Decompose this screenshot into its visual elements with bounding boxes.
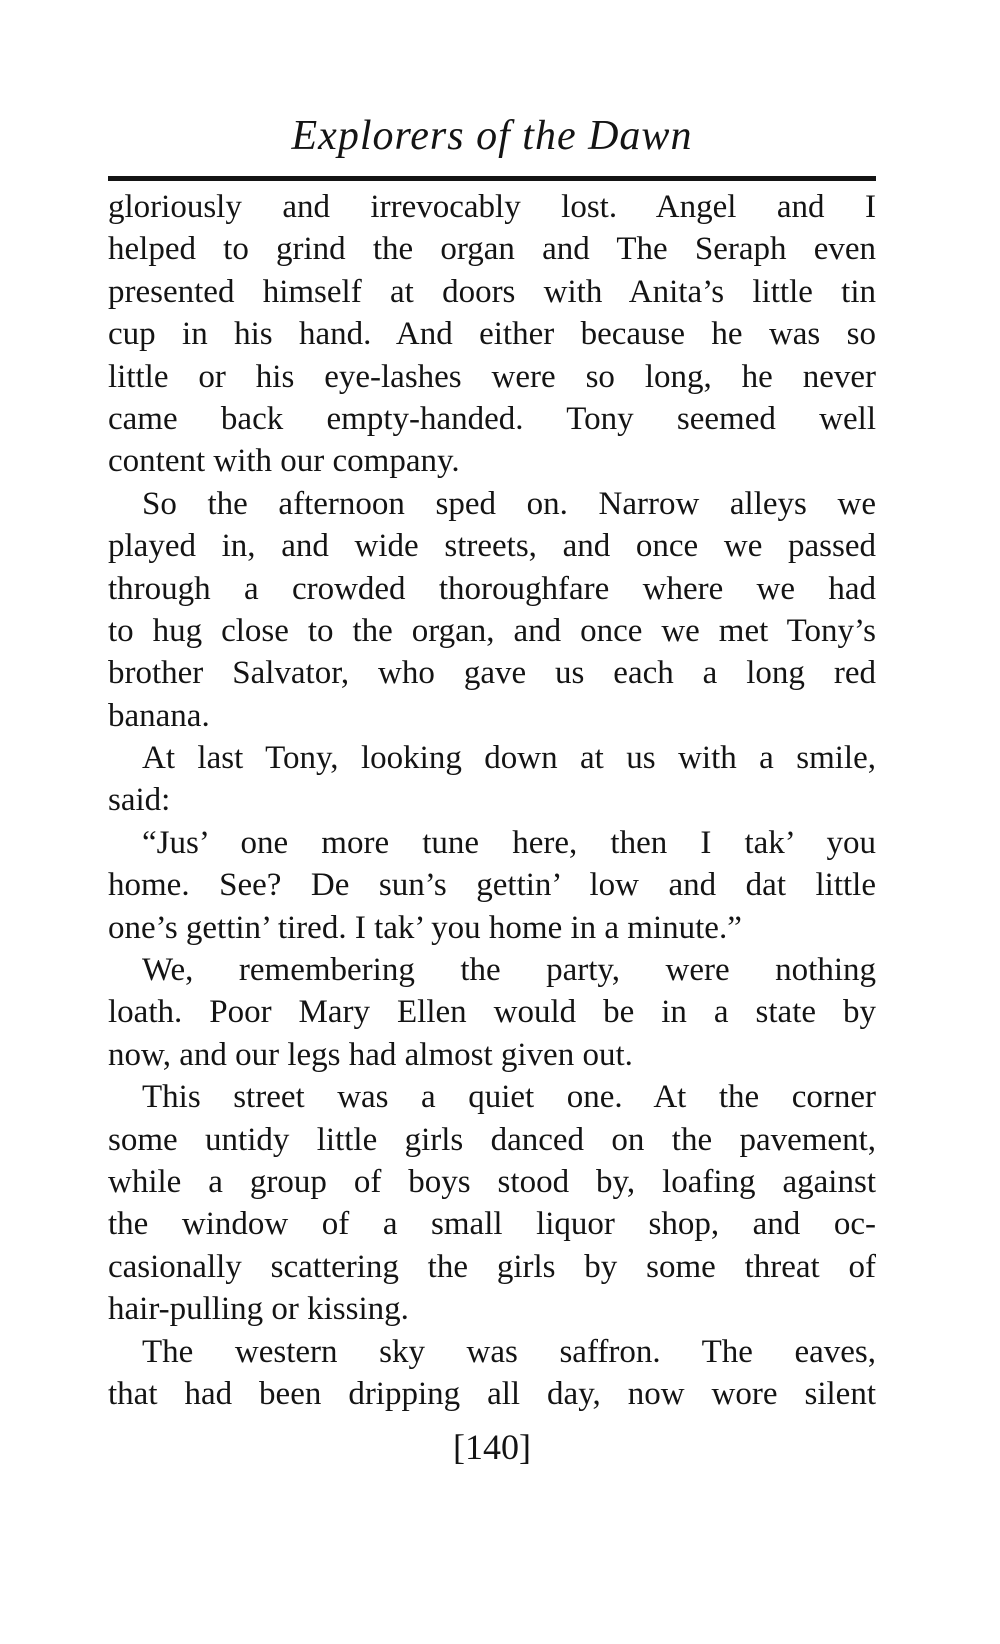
text-line: “Jus’ one more tune here, then I tak’ you (142, 824, 876, 861)
header-rule (108, 176, 876, 181)
text-line: gloriously and irrevocably lost. Angel and I (108, 189, 876, 225)
text-line: said: (108, 782, 171, 819)
text-line: casionally scattering the girls by some threat of (108, 1248, 876, 1285)
text-line: The western sky was saffron. The eaves, (142, 1333, 876, 1370)
text-line: that had been dripping all day, now wore silent (108, 1375, 876, 1412)
text-line: presented himself at doors with Anita’s little tin (108, 273, 876, 310)
text-line: while a group of boys stood by, loafing against (108, 1163, 876, 1200)
text-line: one’s gettin’ tired. I tak’ you home in a minute.” (108, 909, 742, 946)
text-line: came back empty-handed. Tony seemed well (108, 400, 876, 437)
text-line: home. See? De sun’s gettin’ low and dat little (108, 867, 876, 904)
text-line: This street was a quiet one. At the corner (142, 1079, 876, 1116)
page-number: [140] (453, 1427, 531, 1467)
text-line: banana. (108, 697, 210, 734)
body-text (108, 186, 876, 1415)
text-line: little or his eye-lashes were so long, he never (108, 358, 876, 395)
text-line: now, and our legs had almost given out. (108, 1036, 633, 1073)
text-line: loath. Poor Mary Ellen would be in a state by (108, 994, 876, 1031)
text-line: We, remembering the party, were nothing (142, 952, 876, 989)
text-line: So the afternoon sped on. Narrow alleys we (142, 485, 876, 522)
text-line: brother Salvator, who gave us each a long red (108, 655, 876, 692)
text-line: content with our company. (108, 443, 460, 480)
text-line: At last Tony, looking down at us with a smile, (142, 740, 876, 777)
text-line: the window of a small liquor shop, and oc- (108, 1206, 876, 1243)
text-line: cup in his hand. And either because he was so (108, 316, 876, 353)
text-line: helped to grind the organ and The Seraph even (108, 231, 876, 268)
text-line: some untidy little girls danced on the pavement, (108, 1121, 876, 1158)
running-head: Explorers of the Dawn (291, 113, 693, 159)
text-line: to hug close to the organ, and once we met Tony’s (108, 612, 876, 649)
text-line: played in, and wide streets, and once we passed (108, 528, 876, 565)
text-line: through a crowded thoroughfare where we had (108, 570, 876, 607)
text-line: hair-pulling or kissing. (108, 1291, 409, 1328)
